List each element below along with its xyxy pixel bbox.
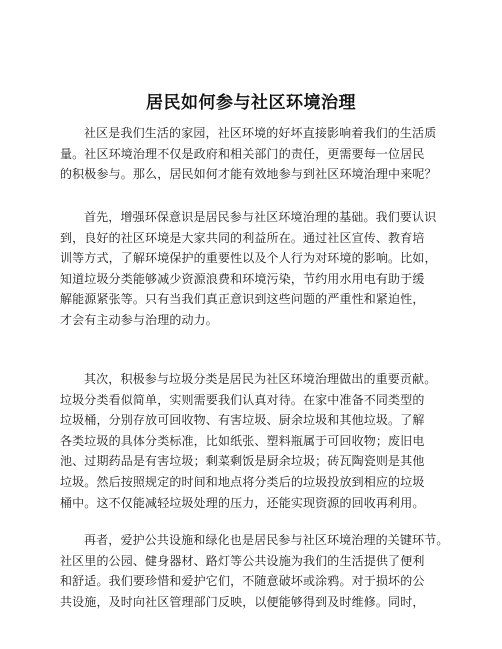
paragraph-line: 社区是我们生活的家园，社区环境的好坏直接影响着我们的生活质 xyxy=(84,126,437,140)
paragraph-3 xyxy=(60,369,444,513)
paragraph-line: 和舒适。我们要珍惜和爱护它们，不随意破坏或涂鸦。对于损坏的公 xyxy=(60,574,425,589)
document-title: 居民如何参与社区环境治理 xyxy=(146,93,356,113)
paragraph-line: 训等方式，了解环境保护的重要性以及个人行为对环境的影响。比如， xyxy=(60,251,437,266)
paragraph-line: 其次，积极参与垃圾分类是居民为社区环境治理做出的重要贡献。 xyxy=(84,372,437,386)
paragraph-1 xyxy=(60,123,444,185)
paragraph-line: 各类垃圾的具体分类标准，比如纸张、塑料瓶属于可回收物；废旧电 xyxy=(60,433,425,448)
paragraph-line: 垃圾分类看似简单，实则需要我们认真对待。在家中准备不同类型的 xyxy=(60,392,425,407)
paragraph-line: 垃圾桶，分别存放可回收物、有害垃圾、厨余垃圾和其他垃圾。了解 xyxy=(60,413,425,428)
paragraph-line: 知道垃圾分类能够减少资源浪费和环境污染，节约用水用电有助于缓 xyxy=(60,271,425,286)
paragraph-line: 量。社区环境治理不仅是政府和相关部门的责任，更需要每一位居民 xyxy=(60,146,425,161)
paragraph-line: 首先，增强环保意识是居民参与社区环境治理的基础。我们要认识 xyxy=(84,210,437,224)
paragraph-line: 共设施，及时向社区管理部门反映，以便能够得到及时维修。同时， xyxy=(60,594,425,609)
paragraph-line: 到，良好的社区环境是大家共同的利益所在。通过社区宣传、教育培 xyxy=(60,230,425,245)
paragraph-line: 再者，爱护公共设施和绿化也是居民参与社区环境治理的关键环节。 xyxy=(84,533,449,547)
paragraph-line: 垃圾。然后按照规定的时间和地点将分类后的垃圾投放到相应的垃圾 xyxy=(60,474,425,489)
paragraph-line: 桶中。这不仅能减轻垃圾处理的压力，还能实现资源的回收再利用。 xyxy=(60,495,425,510)
paragraph-line: 社区里的公园、健身器材、路灯等公共设施为我们的生活提供了便利 xyxy=(60,553,425,568)
paragraph-line: 解能源紧张等。只有当我们真正意识到这些问题的严重性和紧迫性， xyxy=(60,292,425,307)
paragraph-line: 池、过期药品是有害垃圾；剩菜剩饭是厨余垃圾；砖瓦陶瓷则是其他 xyxy=(60,454,425,469)
paragraph-line: 的积极参与。那么，居民如何才能有效地参与到社区环境治理中来呢？ xyxy=(60,167,437,182)
paragraph-2 xyxy=(60,207,444,331)
paragraph-line: 才会有主动参与治理的动力。 xyxy=(60,312,218,327)
paragraph-4 xyxy=(60,530,449,612)
